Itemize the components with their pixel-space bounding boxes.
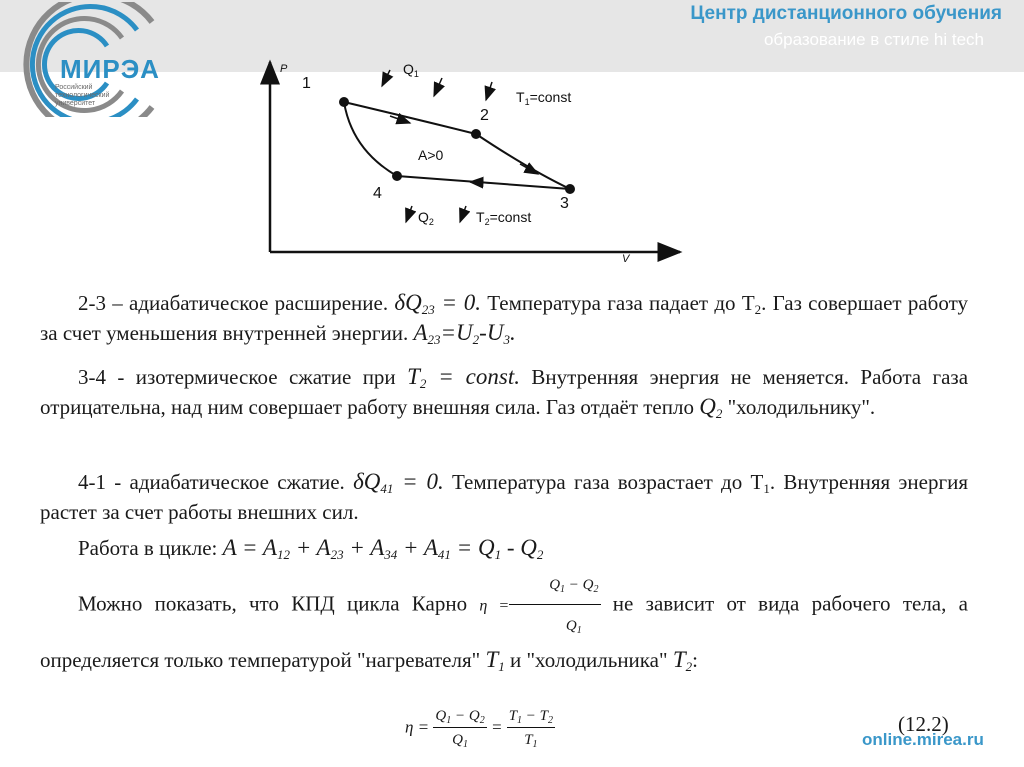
label-t1-const: $T_1=const$ — [516, 89, 572, 107]
point-label-1: 1 — [302, 75, 311, 92]
point-3 — [565, 184, 575, 194]
formula-dq41: $\delta Q_{41} = 0$. — [353, 469, 444, 496]
heat-in-arrow — [434, 78, 442, 96]
formula-dq23: $\delta Q_{23} = 0$. — [394, 290, 481, 317]
footer-site-link[interactable]: online.mirea.ru — [862, 730, 984, 749]
point-label-2: 2 — [480, 107, 489, 124]
paragraph-isothermal-compression: 3-4 - изотермическое сжатие при $T_2$ = const. Внутренняя энергия не меняется. Работа газа отрицательна, над ним совершает работу внешняя сила. Газ отдаёт тепло $Q_2$ "холодильнику". — [40, 364, 969, 421]
formula-a23: $A_{23}=U_2-U_3$. — [413, 320, 516, 347]
paragraph-cycle-work: Работа в цикле: $A = A_{12} + A_{23} + A_{34} + A_{41} = Q_1 - Q_2$ — [78, 535, 544, 562]
label-t2-const: $T_2=const$ — [476, 209, 532, 227]
heat-in-arrow — [486, 82, 492, 100]
header-title: Центр дистанционного обучения — [690, 3, 1002, 24]
logo-name: МИРЭА — [60, 54, 160, 84]
heat-out-arrow — [460, 206, 466, 222]
arrow-3-4 — [470, 182, 490, 183]
formula-cycle-work: $A = A_{12} + A_{23} + A_{34} + A_{41} = Q_1 - Q_2$ — [222, 535, 544, 562]
formula-efficiency: η = $\frac{Q_1 - Q_2}{Q_1}$ = $\frac{T_1 - T_2}{T_1}$ — [405, 708, 554, 750]
paragraph-adiabatic-compression: 4-1 - адиабатическое сжатие. $\delta Q_{41} = 0$. Температура газа возрастает до $T_1$. Внутренняя энергия растет за счет работы внешних сил. — [40, 469, 968, 524]
formula-t2-const: $T_2$ = const. — [407, 364, 520, 391]
label-q2: $Q_2$ — [418, 209, 434, 227]
paragraph-adiabatic-expansion: 2-3 – адиабатическое расширение. $\delta Q_{23} = 0$. Температура газа падает до $T_2$. Газ совершает работу за счет уменьшения внутренней энергии. $A_{23}=U_2-U_3$. — [40, 290, 968, 347]
isotherm-1-2 — [344, 102, 476, 134]
point-label-4: 4 — [373, 185, 382, 202]
logo-subtitle: Российский технологический университет — [55, 84, 110, 107]
label-work: A>0 — [418, 147, 444, 163]
point-2 — [471, 129, 481, 139]
arrow-2-3 — [520, 164, 538, 174]
point-4 — [392, 171, 402, 181]
formula-t1: $T_1$ — [485, 647, 505, 674]
formula-t2: $T_2$ — [672, 647, 693, 674]
axis-label-p: P — [280, 63, 288, 75]
equation-number: (12.2) — [898, 712, 949, 736]
heat-in-arrow — [382, 70, 390, 86]
eta-symbol: η = — [479, 597, 510, 615]
header-subtitle: образование в стиле hi tech — [763, 30, 984, 49]
formula-q2: $Q_2$ — [699, 394, 723, 421]
adiabat-2-3 — [476, 134, 570, 189]
label-q1: $Q_1$ — [403, 61, 419, 79]
carnot-cycle-diagram — [240, 52, 700, 267]
efficiency-fraction-inline: $\frac{Q_1 - Q_2}{Q_1}$ — [509, 568, 600, 643]
heat-out-arrow — [406, 206, 412, 222]
axis-label-v: V — [622, 253, 630, 265]
paragraph-carnot-efficiency: Можно показать, что КПД цикла Карно η = $\frac{Q_1 - Q_2}{Q_1}$ не зависит от вида рабочего тела, а определяется только температурой "нагревателя" $T_1$ и "холодильника" $T_2$: — [40, 568, 968, 677]
point-label-3: 3 — [560, 195, 569, 212]
point-1 — [339, 97, 349, 107]
